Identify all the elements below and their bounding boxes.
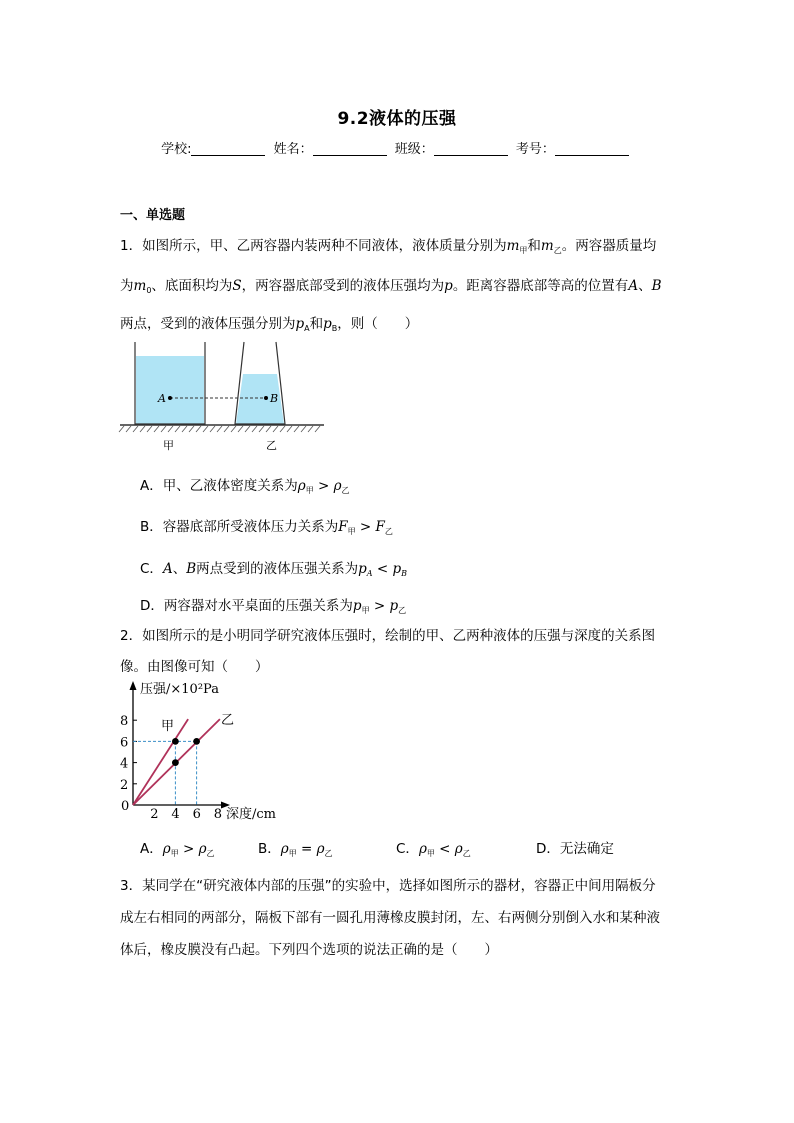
option-text: A．	[140, 841, 163, 857]
rho-symbol: ρ	[198, 841, 207, 857]
hatch-line	[189, 426, 194, 432]
label-b: B	[270, 392, 279, 405]
sub-jia: 甲	[305, 486, 314, 495]
m-symbol: m	[506, 238, 520, 254]
option-text: 两点受到的液体压强关系为	[196, 561, 359, 577]
section-title: 一、单选题	[120, 208, 186, 223]
q2-line-1: 2．如图所示的是小明同学研究液体压强时，绘制的甲、乙两种液体的压强与深度的关系图	[120, 628, 656, 644]
hatch-line	[287, 426, 292, 432]
q2-option-d[interactable]: D．无法确定	[536, 841, 614, 857]
hatch-line	[224, 426, 229, 432]
and-text: 和	[527, 238, 541, 254]
sub-a: A	[304, 324, 310, 333]
q2-option-c[interactable]	[396, 837, 471, 857]
ground-hatch	[119, 426, 320, 432]
hatch-line	[196, 426, 201, 432]
sub-jia: 甲	[519, 246, 528, 255]
and-text: 和	[309, 316, 324, 332]
point-b	[264, 396, 268, 400]
hatch-line	[266, 426, 271, 432]
sub-yi: 乙	[341, 486, 350, 495]
option-text: B．	[258, 841, 281, 857]
label-yi: 乙	[266, 439, 277, 452]
q3-line-3: 体后，橡皮膜没有凸起。下列四个选项的说法正确的是（ ）	[120, 942, 498, 958]
p-symbol: p	[444, 278, 453, 294]
rho-symbol: ρ	[297, 478, 306, 494]
q1-text: 。两容器质量均	[561, 238, 657, 254]
hatch-line	[147, 426, 152, 432]
liquid-jia	[136, 356, 204, 424]
data-point	[172, 738, 179, 745]
option-text: 、	[172, 561, 187, 577]
number-label: 考号：	[515, 142, 555, 157]
y-tick-label: 2	[120, 777, 129, 793]
option-text: C．	[396, 841, 419, 857]
hatch-line	[308, 426, 313, 432]
hatch-line	[217, 426, 222, 432]
hatch-line	[252, 426, 257, 432]
gt-sign: >	[369, 598, 390, 614]
hatch-line	[273, 426, 278, 432]
data-point	[193, 738, 200, 745]
hatch-line	[231, 426, 236, 432]
q1-text: 。距离容器底部等高的位置有	[452, 278, 629, 294]
sub-b: B	[401, 569, 407, 578]
y-axis-label: 压强/×10²Pa	[140, 682, 219, 697]
hatch-line	[126, 426, 131, 432]
q1-text: ，两容器底部受到的液体压强均为	[241, 278, 445, 294]
rho-symbol: ρ	[316, 841, 325, 857]
gt-sign: >	[313, 478, 334, 494]
f-symbol: F	[375, 519, 385, 535]
q1-text: 为	[120, 278, 134, 294]
m-symbol: m	[540, 238, 554, 254]
hatch-line	[119, 426, 124, 432]
gt-sign: >	[178, 841, 199, 857]
sub-yi: 乙	[462, 849, 471, 858]
q3-line-2: 成左右相同的两部分，隔板下部有一圆孔用薄橡皮膜封闭，左、右两侧分别倒入水和某种液	[120, 910, 660, 926]
p-symbol: p	[295, 316, 305, 332]
x-tick-label: 4	[171, 807, 180, 822]
q1-text: 两点，受到的液体压强分别为	[120, 316, 296, 332]
gt-sign: >	[355, 519, 376, 535]
q1-option-c[interactable]	[140, 557, 407, 577]
option-text: A．甲、乙液体密度关系为	[140, 478, 298, 494]
option-text: D．两容器对水平桌面的压强关系为	[140, 598, 353, 614]
q1-line-3	[120, 312, 418, 332]
hatch-line	[301, 426, 306, 432]
hatch-line	[168, 426, 173, 432]
hatch-line	[161, 426, 166, 432]
sub-yi: 乙	[324, 849, 333, 858]
origin-label: 0	[121, 799, 130, 814]
sub-jia: 甲	[361, 606, 370, 615]
x-tick-label: 8	[213, 807, 223, 822]
y-tick-label: 8	[120, 714, 129, 730]
x-axis-label: 深度/cm	[226, 807, 276, 822]
q1-line-1	[120, 234, 656, 254]
label-jia: 甲	[163, 439, 174, 452]
q1-text: 、	[638, 278, 652, 294]
label-a: A	[158, 392, 166, 405]
school-blank[interactable]	[191, 141, 265, 156]
number-blank[interactable]	[555, 141, 629, 156]
sub-yi: 乙	[398, 606, 407, 615]
sub-yi: 乙	[384, 527, 393, 536]
rho-symbol: ρ	[418, 841, 427, 857]
q1-text: 1．如图所示，甲、乙两容器内装两种不同液体，液体质量分别为	[120, 238, 507, 254]
eq-sign: =	[296, 841, 317, 857]
sub-0: 0	[146, 286, 152, 295]
chart-series	[133, 713, 234, 805]
b-symbol: B	[651, 278, 662, 294]
y-tick-label: 4	[120, 756, 129, 772]
name-label: 姓名：	[273, 142, 313, 157]
option-text: C．	[140, 561, 163, 577]
containers-figure	[118, 340, 328, 455]
p-symbol: p	[352, 598, 362, 614]
q2-option-b[interactable]	[258, 837, 333, 857]
sub-jia: 甲	[170, 849, 179, 858]
lt-sign: <	[372, 561, 393, 577]
a-symbol: A	[162, 561, 173, 577]
sub-jia: 甲	[347, 527, 356, 536]
hatch-line	[238, 426, 243, 432]
series-label: 乙	[221, 713, 235, 728]
series-label: 甲	[161, 719, 175, 734]
x-tick-label: 2	[150, 807, 159, 822]
sub-yi: 乙	[206, 849, 215, 858]
q3-line-1: 3．某同学在“研究液体内部的压强”的实验中，选择如图所示的器材，容器正中间用隔板分	[120, 878, 656, 894]
q1-text: 、底面积均为	[151, 278, 233, 294]
y-tick-label: 6	[120, 735, 129, 751]
f-symbol: F	[338, 519, 348, 535]
b-symbol: B	[186, 561, 197, 577]
hatch-line	[203, 426, 208, 432]
s-symbol: S	[232, 278, 242, 294]
q1-option-b[interactable]	[140, 515, 393, 535]
p-symbol: p	[389, 598, 399, 614]
hatch-line	[175, 426, 180, 432]
x-tick-label: 6	[192, 807, 201, 822]
p-symbol: p	[392, 561, 402, 577]
sub-jia: 甲	[426, 849, 435, 858]
hatch-line	[182, 426, 187, 432]
q1-line-2	[120, 274, 661, 294]
hatch-line	[133, 426, 138, 432]
rho-symbol: ρ	[162, 841, 171, 857]
hatch-line	[154, 426, 159, 432]
hatch-line	[315, 426, 320, 432]
data-point	[172, 759, 179, 766]
p-symbol: p	[358, 561, 367, 577]
q1-option-d[interactable]	[140, 594, 406, 614]
chart-axes	[130, 681, 231, 809]
q1-option-a[interactable]	[140, 474, 350, 494]
a-symbol: A	[628, 278, 639, 294]
hatch-line	[245, 426, 250, 432]
hatch-line	[280, 426, 285, 432]
rho-symbol: ρ	[333, 478, 342, 494]
student-info-row	[0, 138, 794, 157]
name-blank[interactable]	[313, 141, 387, 156]
sub-a: A	[366, 569, 373, 578]
point-a	[168, 396, 172, 400]
q2-line-2: 像。由图像可知（ ）	[120, 659, 269, 675]
rho-symbol: ρ	[454, 841, 463, 857]
hatch-line	[140, 426, 145, 432]
q1-text: ，则（ ）	[337, 316, 419, 332]
class-label: 班级：	[394, 142, 434, 157]
q2-option-a[interactable]	[140, 837, 215, 857]
y-axis-arrow	[130, 681, 137, 690]
hatch-line	[294, 426, 299, 432]
sub-yi: 乙	[553, 246, 562, 255]
pressure-depth-chart	[112, 676, 312, 824]
lt-sign: <	[434, 841, 455, 857]
class-blank[interactable]	[434, 141, 508, 156]
school-label: 学校:	[161, 142, 192, 157]
hatch-line	[210, 426, 215, 432]
m-symbol: m	[133, 278, 147, 294]
rho-symbol: ρ	[280, 841, 289, 857]
sub-b: B	[331, 324, 338, 333]
sub-jia: 甲	[288, 849, 297, 858]
page-title: 9.2液体的压强	[337, 109, 457, 129]
hatch-line	[259, 426, 264, 432]
p-symbol: p	[323, 316, 332, 332]
option-text: B．容器底部所受液体压力关系为	[140, 519, 339, 535]
